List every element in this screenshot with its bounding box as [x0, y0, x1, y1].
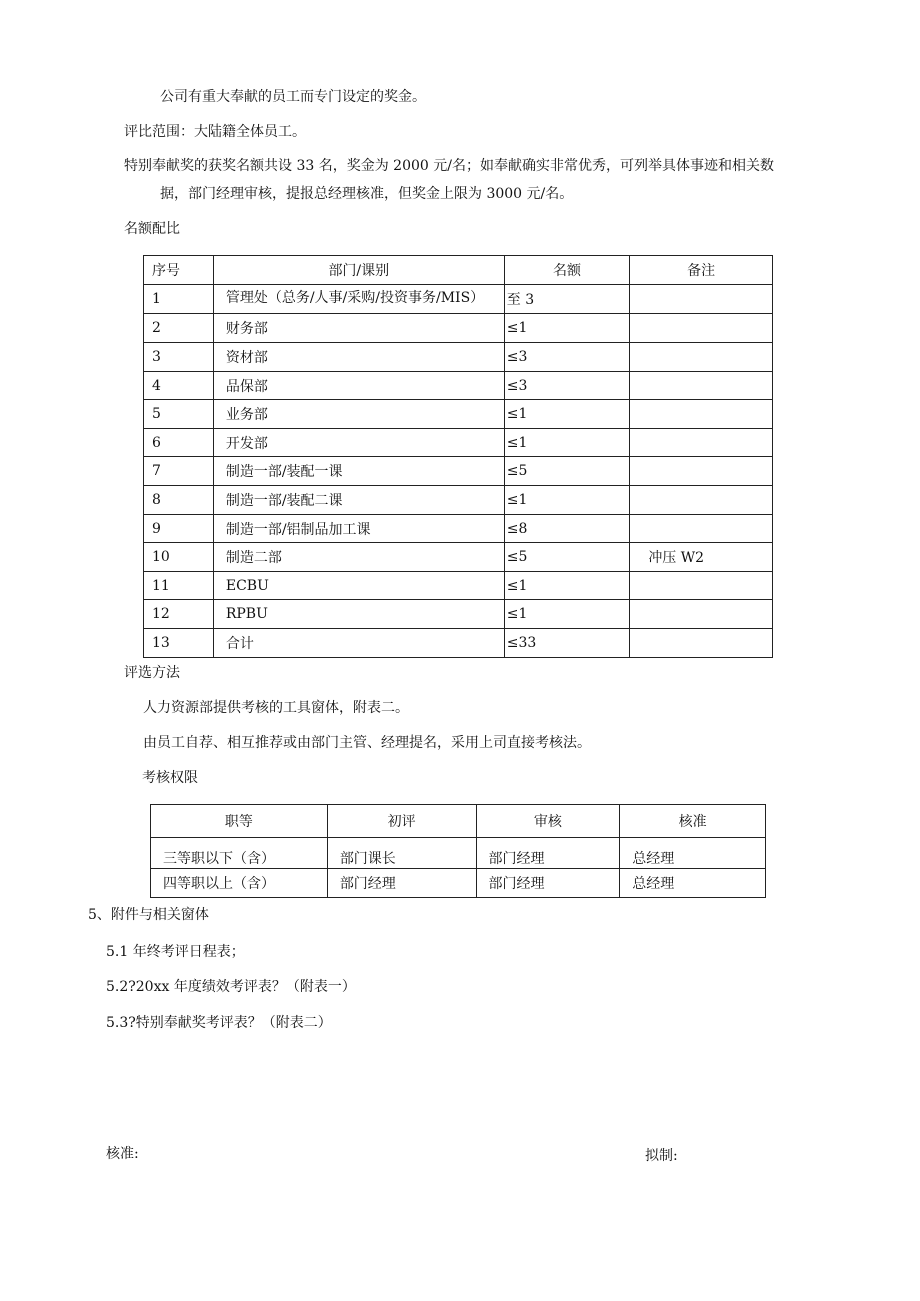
table-row [144, 572, 773, 600]
table-cell: 四等职以上（含） [151, 869, 328, 898]
table-cell: 7 [144, 457, 214, 486]
section-heading-authority: 考核权限 [142, 770, 198, 786]
table-row [144, 543, 773, 572]
table-cell: 部门经理 [476, 869, 620, 898]
quota-table-header [144, 256, 773, 285]
table-cell: ≤1 [504, 314, 630, 343]
table-cell: 制造一部/装配一课 [213, 457, 504, 486]
table-cell: 总经理 [620, 838, 766, 869]
table-cell: 业务部 [213, 400, 504, 429]
table-cell [630, 314, 773, 343]
table-cell: 部门经理 [327, 869, 476, 898]
table-cell: 总经理 [620, 869, 766, 898]
authority-table [150, 804, 766, 898]
signature-approve: 核准: [106, 1146, 139, 1162]
table-row [144, 486, 773, 515]
paragraph-method-tool: 人力资源部提供考核的工具窗体，附表二。 [143, 700, 409, 716]
table-cell [630, 486, 773, 515]
table-cell: ≤5 [504, 457, 630, 486]
table-cell: 4 [144, 372, 214, 400]
table-cell: ≤3 [504, 343, 630, 372]
header-cell: 序号 [144, 256, 214, 285]
table-cell: 制造一部/铝制品加工课 [213, 515, 504, 543]
table-cell: 财务部 [213, 314, 504, 343]
table-cell: ≤1 [504, 600, 630, 629]
table-cell [630, 285, 773, 314]
table-cell [630, 429, 773, 457]
table-cell: ≤3 [504, 372, 630, 400]
table-cell: RPBU [213, 600, 504, 629]
table-cell: 13 [144, 629, 214, 658]
table-row [144, 314, 773, 343]
table-cell: 12 [144, 600, 214, 629]
table-cell [630, 343, 773, 372]
table-cell: 资材部 [213, 343, 504, 372]
table-cell: 2 [144, 314, 214, 343]
table-cell: 部门经理 [476, 838, 620, 869]
table-cell: ≤1 [504, 400, 630, 429]
paragraph-bonus-purpose: 公司有重大奉献的员工而专门设定的奖金。 [160, 89, 426, 105]
table-cell: 10 [144, 543, 214, 572]
paragraph-quota-line1: 特别奉献奖的获奖名额共设 33 名，奖金为 2000 元/名；如奉献确实非常优秀，可列举具体事迹和相关数 [124, 158, 774, 174]
attachment-item-1: 5.1 年终考评日程表； [106, 944, 245, 960]
table-cell: ≤1 [504, 429, 630, 457]
paragraph-method-nomination: 由员工自荐、相互推荐或由部门主管、经理提名，采用上司直接考核法。 [143, 735, 591, 751]
header-cell: 备注 [630, 256, 773, 285]
table-cell: 部门课长 [327, 838, 476, 869]
table-cell: 至 3 [504, 285, 630, 314]
table-row [144, 400, 773, 429]
table-row [144, 343, 773, 372]
table-cell: 5 [144, 400, 214, 429]
authority-table-header [151, 805, 766, 838]
section-heading-attachments: 5、附件与相关窗体 [88, 907, 209, 923]
table-cell: ≤1 [504, 486, 630, 515]
table-cell: ≤8 [504, 515, 630, 543]
table-cell [630, 629, 773, 658]
table-cell: 制造一部/装配二课 [213, 486, 504, 515]
table-cell: 品保部 [213, 372, 504, 400]
header-cell: 职等 [151, 805, 328, 838]
table-cell: 9 [144, 515, 214, 543]
header-cell: 审核 [476, 805, 620, 838]
section-heading-method: 评选方法 [124, 665, 180, 681]
header-cell: 初评 [327, 805, 476, 838]
section-heading-quota: 名额配比 [124, 221, 180, 237]
table-cell [630, 372, 773, 400]
table-cell: 管理处（总务/人事/采购/投资事务/MIS） [213, 285, 504, 314]
table-row [151, 869, 766, 898]
attachment-item-2: 5.2?20xx 年度绩效考评表？（附表一） [106, 979, 356, 995]
table-cell: 3 [144, 343, 214, 372]
table-cell: ≤33 [504, 629, 630, 658]
table-row [144, 429, 773, 457]
table-cell [630, 400, 773, 429]
signature-draft: 拟制: [645, 1148, 678, 1164]
header-cell: 核准 [620, 805, 766, 838]
table-row [144, 515, 773, 543]
table-cell: ECBU [213, 572, 504, 600]
table-cell: 6 [144, 429, 214, 457]
header-cell: 名额 [504, 256, 630, 285]
table-cell [630, 515, 773, 543]
table-cell: 制造二部 [213, 543, 504, 572]
table-cell [630, 600, 773, 629]
table-cell: 8 [144, 486, 214, 515]
paragraph-eligibility: 评比范围：大陆籍全体员工。 [124, 124, 306, 140]
table-row [144, 285, 773, 314]
table-cell [630, 572, 773, 600]
header-cell: 部门/课别 [213, 256, 504, 285]
table-row [144, 372, 773, 400]
table-cell [630, 457, 773, 486]
table-cell: ≤5 [504, 543, 630, 572]
quota-table [143, 255, 773, 658]
table-row [144, 600, 773, 629]
table-row [144, 629, 773, 658]
paragraph-quota-line2: 据，部门经理审核，提报总经理核准，但奖金上限为 3000 元/名。 [160, 186, 574, 202]
table-cell: 冲压 W2 [630, 543, 773, 572]
table-cell: ≤1 [504, 572, 630, 600]
table-cell: 三等职以下（含） [151, 838, 328, 869]
table-cell: 1 [144, 285, 214, 314]
table-row [144, 457, 773, 486]
attachment-item-3: 5.3?特别奉献奖考评表？（附表二） [106, 1015, 332, 1031]
table-cell: 11 [144, 572, 214, 600]
table-cell: 合计 [213, 629, 504, 658]
table-row [151, 838, 766, 869]
table-cell: 开发部 [213, 429, 504, 457]
